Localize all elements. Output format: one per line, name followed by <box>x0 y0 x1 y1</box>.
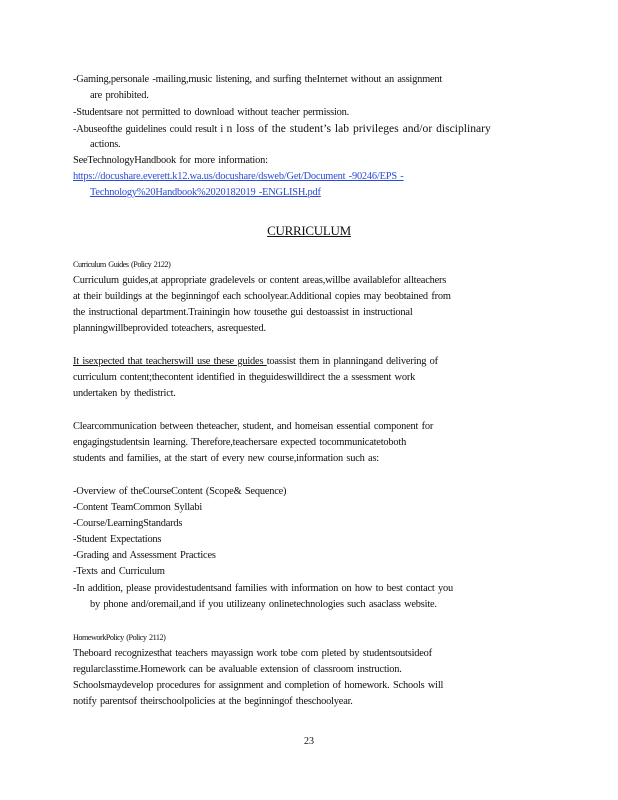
text-line: regularclasstime.Homework can be avaluable extension of classroom instruction. <box>73 664 402 675</box>
list-item: -Texts and Curriculum <box>73 566 165 577</box>
text-line: Theboard recognizesthat teachers mayassign work tobe com pleted by studentsoutsideof <box>73 648 432 659</box>
subheading-homework-policy: HomeworkPolicy (Policy 2112) <box>73 633 166 642</box>
list-item: -Content TeamCommon Syllabi <box>73 502 203 513</box>
text-line: undertaken by thedistrict. <box>73 388 176 399</box>
text-line: are prohibited. <box>90 90 149 101</box>
text-line: Schoolsmaydevelop procedures for assignment and completion of homework. Schools will <box>73 680 444 691</box>
text-line: planningwillbeprovided toteachers, asrequested. <box>73 323 266 334</box>
text-run: n loss of the student’s lab privileges and/or disciplinary <box>226 122 491 135</box>
list-item-continued: by phone and/oremail,and if you utilizeany onlinetechnologies such asaclass website. <box>90 599 437 610</box>
list-item: -Overview of theCourseContent (Scope& Sequence) <box>73 486 287 497</box>
text-line: at their buildings at the beginningof each schoolyear.Additional copies may beobtained from <box>73 291 451 302</box>
text-line: -Gaming,personale -mailing,music listening, and surfing theInternet without an assignment <box>73 74 443 85</box>
text-line: SeeTechnologyHandbook for more information: <box>73 155 268 166</box>
text-run: toassist them in planningand delivering of <box>266 356 438 367</box>
underlined-run: It isexpected that teacherswill use these guides <box>73 356 267 367</box>
subheading-curriculum-guides: Curriculum Guides (Policy 2122) <box>73 260 171 269</box>
text-line: curriculum content;thecontent identified in theguideswilldirect the a ssessment work <box>73 372 416 383</box>
text-line: the instructional department.Trainingin how tousethe gui destoassist in instructional <box>73 307 413 318</box>
text-line: actions. <box>90 139 121 150</box>
handbook-link[interactable]: https://docushare.everett.k12.wa.us/docushare/dsweb/Get/Document -90246/EPS - <box>73 171 404 182</box>
handbook-link-continued[interactable]: Technology%20Handbook%2020182019 -ENGLISH.pdf <box>90 187 321 198</box>
text-line: notify parentsof theirschoolpolicies at the beginningof theschoolyear. <box>73 696 353 707</box>
abuse-line <box>73 122 543 136</box>
list-item: -In addition, please providestudentsand families with information on how to best contact you <box>73 583 453 594</box>
page-number: 23 <box>304 736 314 747</box>
list-item: -Course/LearningStandards <box>73 518 183 529</box>
list-item: -Student Expectations <box>73 534 162 545</box>
section-heading-curriculum: CURRICULUM <box>267 223 351 238</box>
text-run: -Abuseofthe guidelines could result i <box>73 124 227 135</box>
text-line: engagingstudentsin learning. Therefore,teachersare expected tocommunicatetoboth <box>73 437 407 448</box>
text-line: Curriculum guides,at appropriate gradelevels or content areas,willbe availablefor allteachers <box>73 275 447 286</box>
expected-line <box>73 355 543 368</box>
text-line: Clearcommunication between theteacher, student, and homeisan essential component for <box>73 421 434 432</box>
text-line: -Studentsare not permitted to download without teacher permission. <box>73 107 350 118</box>
list-item: -Grading and Assessment Practices <box>73 550 216 561</box>
text-line: students and families, at the start of every new course,information such as: <box>73 453 379 464</box>
